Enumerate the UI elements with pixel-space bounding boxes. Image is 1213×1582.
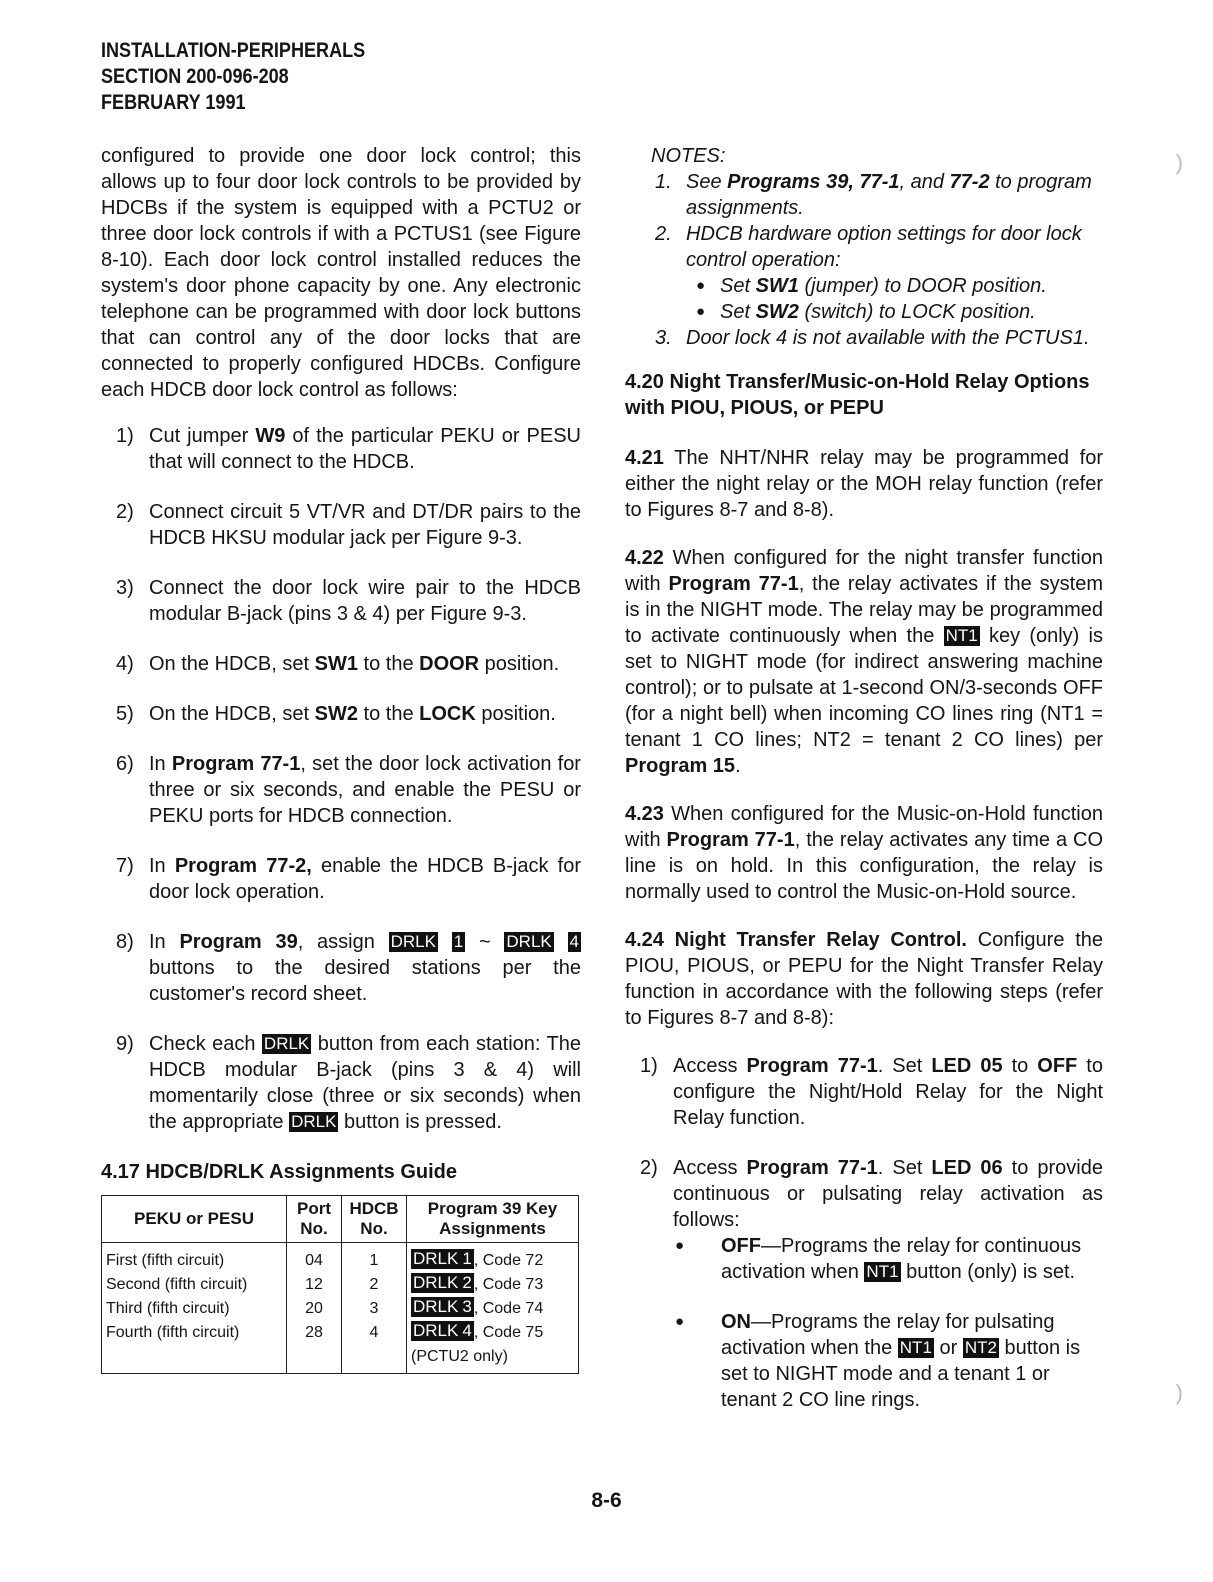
table-note: (PCTU2 only) [411, 1348, 508, 1365]
drlk-key-label: DRLK [291, 1112, 337, 1131]
list-item: 2. HDCB hardware option settings for door lock control operation: ● Set SW1 (jumper) to DOOR position. ● Set SW2 (switch) to LOCK position. [625, 221, 1103, 325]
nt1-key-label: NT1 [899, 1338, 932, 1357]
list-item: ● OFF—Programs the relay for continuous activation when NT1 button (only) is set. [673, 1233, 1103, 1285]
notes-list [625, 169, 1103, 351]
list-item: 1) Access Program 77-1. Set LED 05 to OFF to configure the Night/Hold Relay for the Night Relay function. [640, 1055, 1103, 1129]
page-number: 8-6 [591, 1489, 622, 1512]
key-number: 4 [462, 1321, 472, 1340]
table-row: Third (fifth circuit) 20 3 DRLK 3 , Code 74 [102, 1297, 579, 1321]
key-number: 3 [462, 1297, 472, 1316]
table-row: Fourth (fifth circuit) 28 4 DRLK 4 , Code 75 (PCTU2 only) [102, 1321, 579, 1374]
drlk-key-label: DRLK [413, 1273, 459, 1292]
table-header: PEKU or PESU [102, 1196, 287, 1243]
paragraph-4-24: 4.24 Night Transfer Relay Control. Configure the PIOU, PIOUS, or PEPU for the Night Transfer Relay function in accordance with the following steps (refer to Figures 8-7 and 8-8): [625, 929, 1104, 1029]
key-number: 2 [462, 1273, 472, 1292]
drlk-key-label: DRLK [413, 1249, 459, 1268]
drlk-key-label: DRLK [506, 932, 552, 951]
intro-paragraph: configured to provide one door lock control; this allows up to four door lock controls to be provided by HDCBs if the system is equipped with a PCTU2 or three door lock controls if with a PCTUS1 (see Figure 8-10). Each door lock control installed reduces the system's door phone capacity by one. Any electronic telephone can be programmed with door lock buttons that can control any of the door locks that are connected to properly configured HDCBs. Configure each HDCB door lock control as follows: [101, 145, 581, 401]
binding-hole-mark: ) [1175, 1380, 1183, 1405]
list-item: 9) Check each DRLK button from each station: The HDCB modular B-jack (pins 3 & 4) will momentarily close (three or six seconds) when the appropriate DRLK button is pressed. [116, 1033, 581, 1133]
list-item: 1) Cut jumper W9 of the particular PEKU or PESU that will connect to the HDCB. [116, 425, 581, 473]
list-item: 1. See Programs 39, 77-1, and 77-2 to program assignments. [655, 171, 1092, 219]
drlk-key-label: DRLK [413, 1321, 459, 1340]
list-item: ● ON—Programs the relay for pulsating activation when the NT1 or NT2 button is set to NIGHT mode and a tenant 1 or tenant 2 CO line rings. [673, 1309, 1103, 1413]
document-header [101, 38, 365, 116]
nt2-key-label: NT2 [964, 1338, 997, 1357]
header-title: INSTALLATION-PERIPHERALS [101, 39, 366, 62]
drlk-key-label: DRLK [390, 932, 436, 951]
binding-hole-mark: ) [1175, 150, 1183, 175]
relay-steps-list [625, 1053, 1103, 1413]
list-item: 6) In Program 77-1, set the door lock activation for three or six seconds, and enable the PESU or PEKU ports for HDCB connection. [116, 753, 581, 827]
nt1-key-label: NT1 [866, 1262, 899, 1281]
header-date: FEBRUARY 1991 [101, 91, 246, 114]
paragraph-4-21: 4.21 The NHT/NHR relay may be programmed for either the night relay or the MOH relay function (refer to Figures 8-7 and 8-8). [625, 447, 1103, 521]
list-item: 2) Connect circuit 5 VT/VR and DT/DR pairs to the HDCB HKSU modular jack per Figure 9-3. [116, 501, 581, 549]
list-item: 3. Door lock 4 is not available with the PCTUS1. [655, 327, 1090, 349]
right-column [625, 143, 1103, 1437]
list-item: 2) Access Program 77-1. Set LED 06 to provide continuous or pulsating relay activation as follows: ● OFF—Programs the relay for continuous activation when NT1 button (only) is set. ● ON—Programs the relay for pulsating activation when the NT1 or NT2 button is set to NIGHT mode and a tenant 1 or tenant 2 CO line rings. [625, 1155, 1103, 1413]
assignments-table [101, 1195, 579, 1374]
table-row: First (fifth circuit) 04 1 DRLK 1 , Code 72 [102, 1243, 579, 1274]
nt1-key-label: NT1 [945, 626, 978, 645]
list-item: 7) In Program 77-2, enable the HDCB B-jack for door lock operation. [116, 855, 581, 903]
key-number: 4 [569, 932, 579, 951]
assignments-guide-heading: 4.17 HDCB/DRLK Assignments Guide [101, 1161, 457, 1183]
key-number: 1 [462, 1249, 472, 1268]
list-item: ● Set SW2 (switch) to LOCK position. [686, 299, 1103, 325]
table-row: Second (fifth circuit) 12 2 DRLK 2 , Code 73 [102, 1273, 579, 1297]
list-item: 5) On the HDCB, set SW2 to the LOCK position. [116, 703, 556, 725]
table-header: Port No. [287, 1196, 342, 1243]
hdcb-steps-list [101, 423, 581, 1135]
list-item: 3) Connect the door lock wire pair to the HDCB modular B-jack (pins 3 & 4) per Figure 9-3. [116, 577, 581, 625]
header-section: SECTION 200-096-208 [101, 65, 289, 88]
table-header: HDCB No. [342, 1196, 407, 1243]
list-item: 8) In Program 39, assign DRLK 1 ~ DRLK 4 buttons to the desired stations per the customer's record sheet. [116, 931, 581, 1005]
paragraph-4-23: 4.23 When configured for the Music-on-Hold function with Program 77-1, the relay activates any time a CO line is on hold. In this configuration, the relay is normally used to control the Music-on-Hold source. [625, 803, 1104, 903]
list-item: 4) On the HDCB, set SW1 to the DOOR position. [116, 653, 560, 675]
key-number: 1 [453, 932, 464, 951]
list-item: ● Set SW1 (jumper) to DOOR position. [686, 273, 1103, 299]
drlk-key-label: DRLK [263, 1034, 310, 1053]
table-header: Program 39 Key Assignments [407, 1196, 579, 1243]
left-column [101, 143, 581, 1374]
notes-label: NOTES: [651, 145, 726, 167]
paragraph-4-22: 4.22 When configured for the night transfer function with Program 77-1, the relay activates if the system is in the NIGHT mode. The relay may be programmed to activate continuously when the NT1 key (only) is set to NIGHT mode (for indirect answering machine control); or to pulsate at 1-second ON/3-seconds OFF (for a night bell) when incoming CO lines ring (NT1 = tenant 1 CO lines; NT2 = tenant 2 CO lines) per Program 15. [625, 547, 1104, 777]
section-4-20-heading: 4.20 Night Transfer/Music-on-Hold Relay Options with PIOU, PIOUS, or PEPU [625, 371, 1090, 419]
drlk-key-label: DRLK [413, 1297, 459, 1316]
